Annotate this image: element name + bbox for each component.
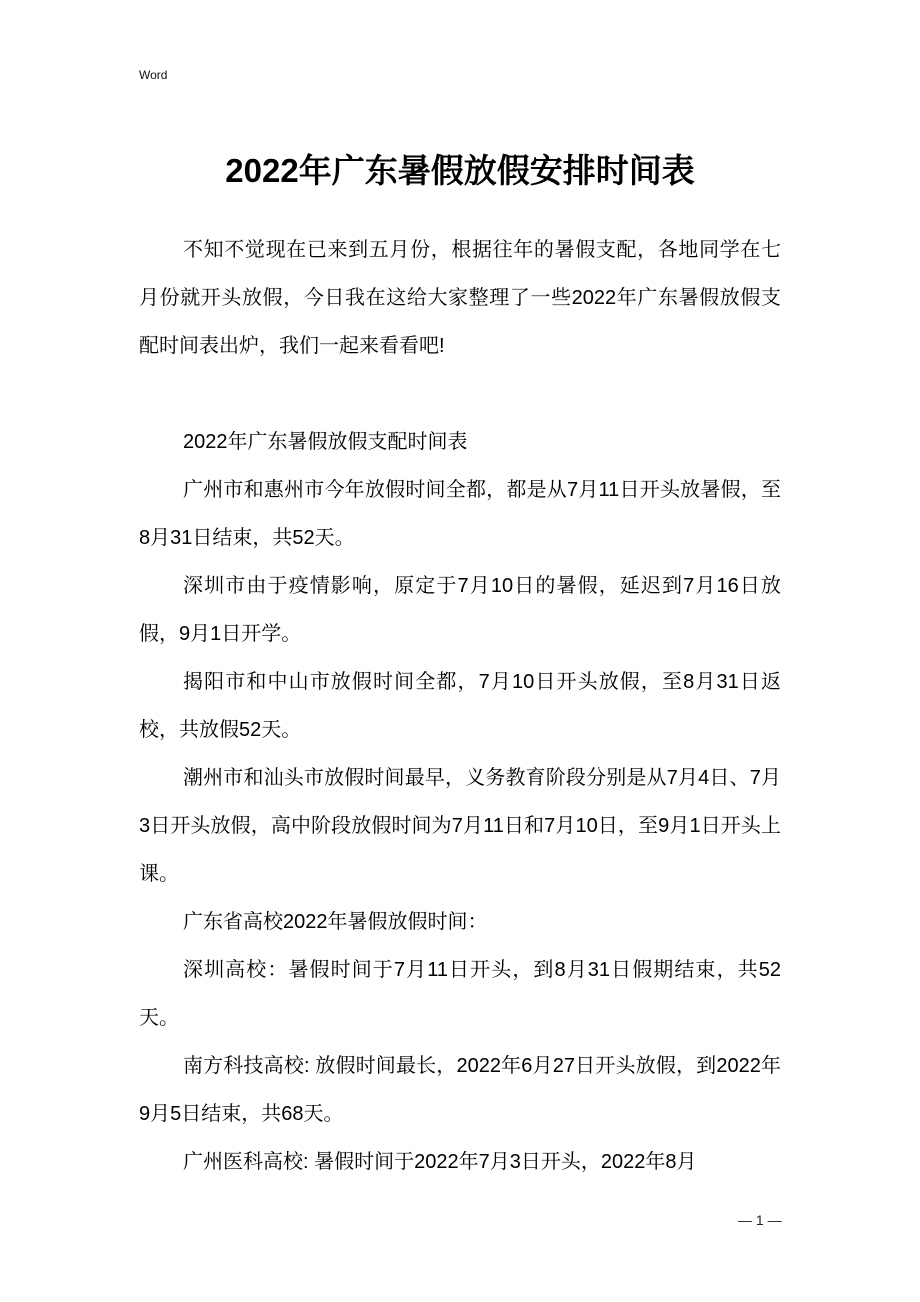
document-body: [139, 226, 781, 1186]
paragraph-chaozhou-shantou: 潮州市和汕头市放假时间最早，义务教育阶段分别是从7月4日、7月3日开头放假，高中阶段放假时间为7月11日和7月10日，至9月1日开头上课。: [139, 767, 781, 885]
paragraph-sustech: 南方科技高校: 放假时间最长，2022年6月27日开头放假，到2022年9月5日结束，共68天。: [139, 1055, 781, 1125]
paragraph-guangzhou-huizhou: 广州市和惠州市今年放假时间全都，都是从7月11日开头放暑假，至8月31日结束，共52天。: [139, 479, 781, 549]
paragraph-jieyang-zhongshan: 揭阳市和中山市放假时间全都，7月10日开头放假，至8月31日返校，共放假52天。: [139, 671, 781, 741]
page-number: — 1 —: [738, 1212, 782, 1228]
paragraph-shenzhen: 深圳市由于疫情影响，原定于7月10日的暑假，延迟到7月16日放假，9月1日开学。: [139, 575, 781, 645]
header-label: Word: [139, 68, 168, 82]
document-title: 2022年广东暑假放假安排时间表: [225, 152, 695, 189]
paragraph-blank: [139, 370, 781, 418]
paragraph-intro: 不知不觉现在已来到五月份，根据往年的暑假支配，各地同学在七月份就开头放假，今日我在这给大家整理了一些2022年广东暑假放假支配时间表出炉，我们一起来看看吧!: [139, 239, 781, 357]
paragraph-subtitle: 2022年广东暑假放假支配时间表: [183, 431, 468, 453]
paragraph-guangzhou-medical: 广州医科高校: 暑假时间于2022年7月3日开头，2022年8月: [183, 1151, 697, 1173]
paragraph-shenzhen-university: 深圳高校：暑假时间于7月11日开头，到8月31日假期结束，共52天。: [139, 959, 781, 1029]
paragraph-universities-heading: 广东省高校2022年暑假放假时间：: [183, 911, 488, 933]
